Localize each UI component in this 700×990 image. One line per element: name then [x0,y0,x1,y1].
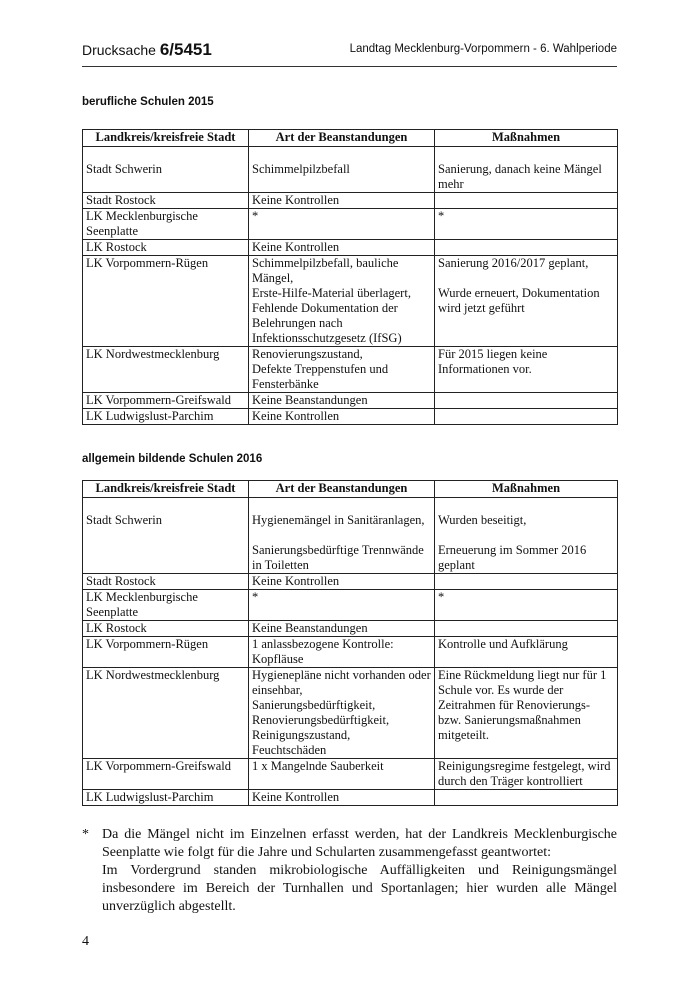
table1-title: berufliche Schulen 2015 [82,96,214,108]
table-berufliche-schulen [82,129,618,425]
region-cell: Stadt Schwerin [83,147,249,193]
region-cell: Stadt Rostock [83,574,249,590]
column-header-region: Landkreis/kreisfreie Stadt [83,481,249,498]
measures-cell [435,409,618,425]
parliament-label: Landtag Mecklenburg-Vorpommern - 6. Wahlperiode [349,43,617,55]
region-cell: LK Mecklenburgische Seenplatte [83,590,249,621]
footnote-mark: * [82,827,89,842]
issues-cell: Keine Kontrollen [249,409,435,425]
measures-cell: * [435,209,618,240]
region-cell: LK Mecklenburgische Seenplatte [83,209,249,240]
table-row [83,209,618,240]
table-row [83,347,618,393]
measures-cell: Eine Rückmeldung liegt nur für 1 Schule vor. Es wurde der Zeitrahmen für Renovierungs- bzw. Sanierungsmaßnahmen mitgeteilt. [435,668,618,759]
region-cell: LK Vorpommern-Rügen [83,637,249,668]
table-row [83,409,618,425]
issues-cell: Schimmelpilzbefall [249,147,435,193]
drucksache-number: 6/5451 [159,40,212,59]
issues-cell: Keine Kontrollen [249,240,435,256]
table-header-row [83,130,618,147]
drucksache-reference [82,40,212,60]
measures-cell [435,393,618,409]
column-header-measures: Maßnahmen [435,130,618,147]
region-cell: LK Vorpommern-Rügen [83,256,249,347]
measures-cell: Sanierung, danach keine Mängel mehr [435,147,618,193]
issues-cell: Hygienepläne nicht vorhanden oder einsehbar, Sanierungsbedürftigkeit, Renovierungsbedürftigkeit, Reinigungszustand, Feuchtschäden [249,668,435,759]
column-header-issues: Art der Beanstandungen [249,130,435,147]
issues-cell: * [249,590,435,621]
issues-cell: Renovierungszustand, Defekte Treppenstufen und Fensterbänke [249,347,435,393]
region-cell: Stadt Rostock [83,193,249,209]
footnote-text: Da die Mängel nicht im Einzelnen erfasst werden, hat der Landkreis Mecklenburgische Seenplatte wie folgt für die Jahre und Schularten zusammengefasst geantwortet: Im Vordergrund standen mikrobiologische Auffälligkeiten und Reinigungsmängel insbesondere im Bereich der Turnhallen und Sportanlagen; hier wurden alle Mängel unverzüglich abgestellt. [102,827,617,914]
measures-cell: Kontrolle und Aufklärung [435,637,618,668]
measures-cell [435,790,618,806]
measures-cell [435,574,618,590]
measures-cell: Sanierung 2016/2017 geplant, Wurde erneuert, Dokumentation wird jetzt geführt [435,256,618,347]
region-cell: LK Vorpommern-Greifswald [83,393,249,409]
measures-cell [435,240,618,256]
table-row [83,574,618,590]
table-allgemein-bildende-schulen [82,480,618,806]
footnote [82,826,617,916]
table2-title: allgemein bildende Schulen 2016 [82,453,263,465]
issues-cell: Keine Kontrollen [249,574,435,590]
issues-cell: Keine Kontrollen [249,790,435,806]
table-row [83,759,618,790]
region-cell: LK Rostock [83,621,249,637]
measures-cell [435,621,618,637]
table-row [83,637,618,668]
issues-cell: Keine Kontrollen [249,193,435,209]
measures-cell [435,193,618,209]
table-row [83,498,618,574]
table-row [83,240,618,256]
issues-cell: Schimmelpilzbefall, bauliche Mängel, Erste-Hilfe-Material überlagert, Fehlende Dokumentation der Belehrungen nach Infektionsschutzgesetz (IfSG) [249,256,435,347]
table-row [83,668,618,759]
region-cell: LK Nordwestmecklenburg [83,347,249,393]
region-cell: Stadt Schwerin [83,498,249,574]
region-cell: LK Rostock [83,240,249,256]
column-header-region: Landkreis/kreisfreie Stadt [83,130,249,147]
region-cell: LK Ludwigslust-Parchim [83,409,249,425]
issues-cell: 1 anlassbezogene Kontrolle: Kopfläuse [249,637,435,668]
table-row [83,790,618,806]
measures-cell: Für 2015 liegen keine Informationen vor. [435,347,618,393]
region-cell: LK Nordwestmecklenburg [83,668,249,759]
issues-cell: * [249,209,435,240]
table-row [83,147,618,193]
page-header [82,40,617,67]
column-header-measures: Maßnahmen [435,481,618,498]
issues-cell: 1 x Mangelnde Sauberkeit [249,759,435,790]
column-header-issues: Art der Beanstandungen [249,481,435,498]
region-cell: LK Vorpommern-Greifswald [83,759,249,790]
table-row [83,621,618,637]
table-header-row [83,481,618,498]
table-row [83,256,618,347]
table-row [83,193,618,209]
drucksache-label: Drucksache [82,42,156,58]
page-number: 4 [82,934,89,949]
table-row [83,590,618,621]
measures-cell: Wurden beseitigt, Erneuerung im Sommer 2016 geplant [435,498,618,574]
issues-cell: Keine Beanstandungen [249,621,435,637]
region-cell: LK Ludwigslust-Parchim [83,790,249,806]
issues-cell: Keine Beanstandungen [249,393,435,409]
measures-cell: Reinigungsregime festgelegt, wird durch den Träger kontrolliert [435,759,618,790]
issues-cell: Hygienemängel in Sanitäranlagen, Sanierungsbedürftige Trennwände in Toiletten [249,498,435,574]
table-row [83,393,618,409]
measures-cell: * [435,590,618,621]
